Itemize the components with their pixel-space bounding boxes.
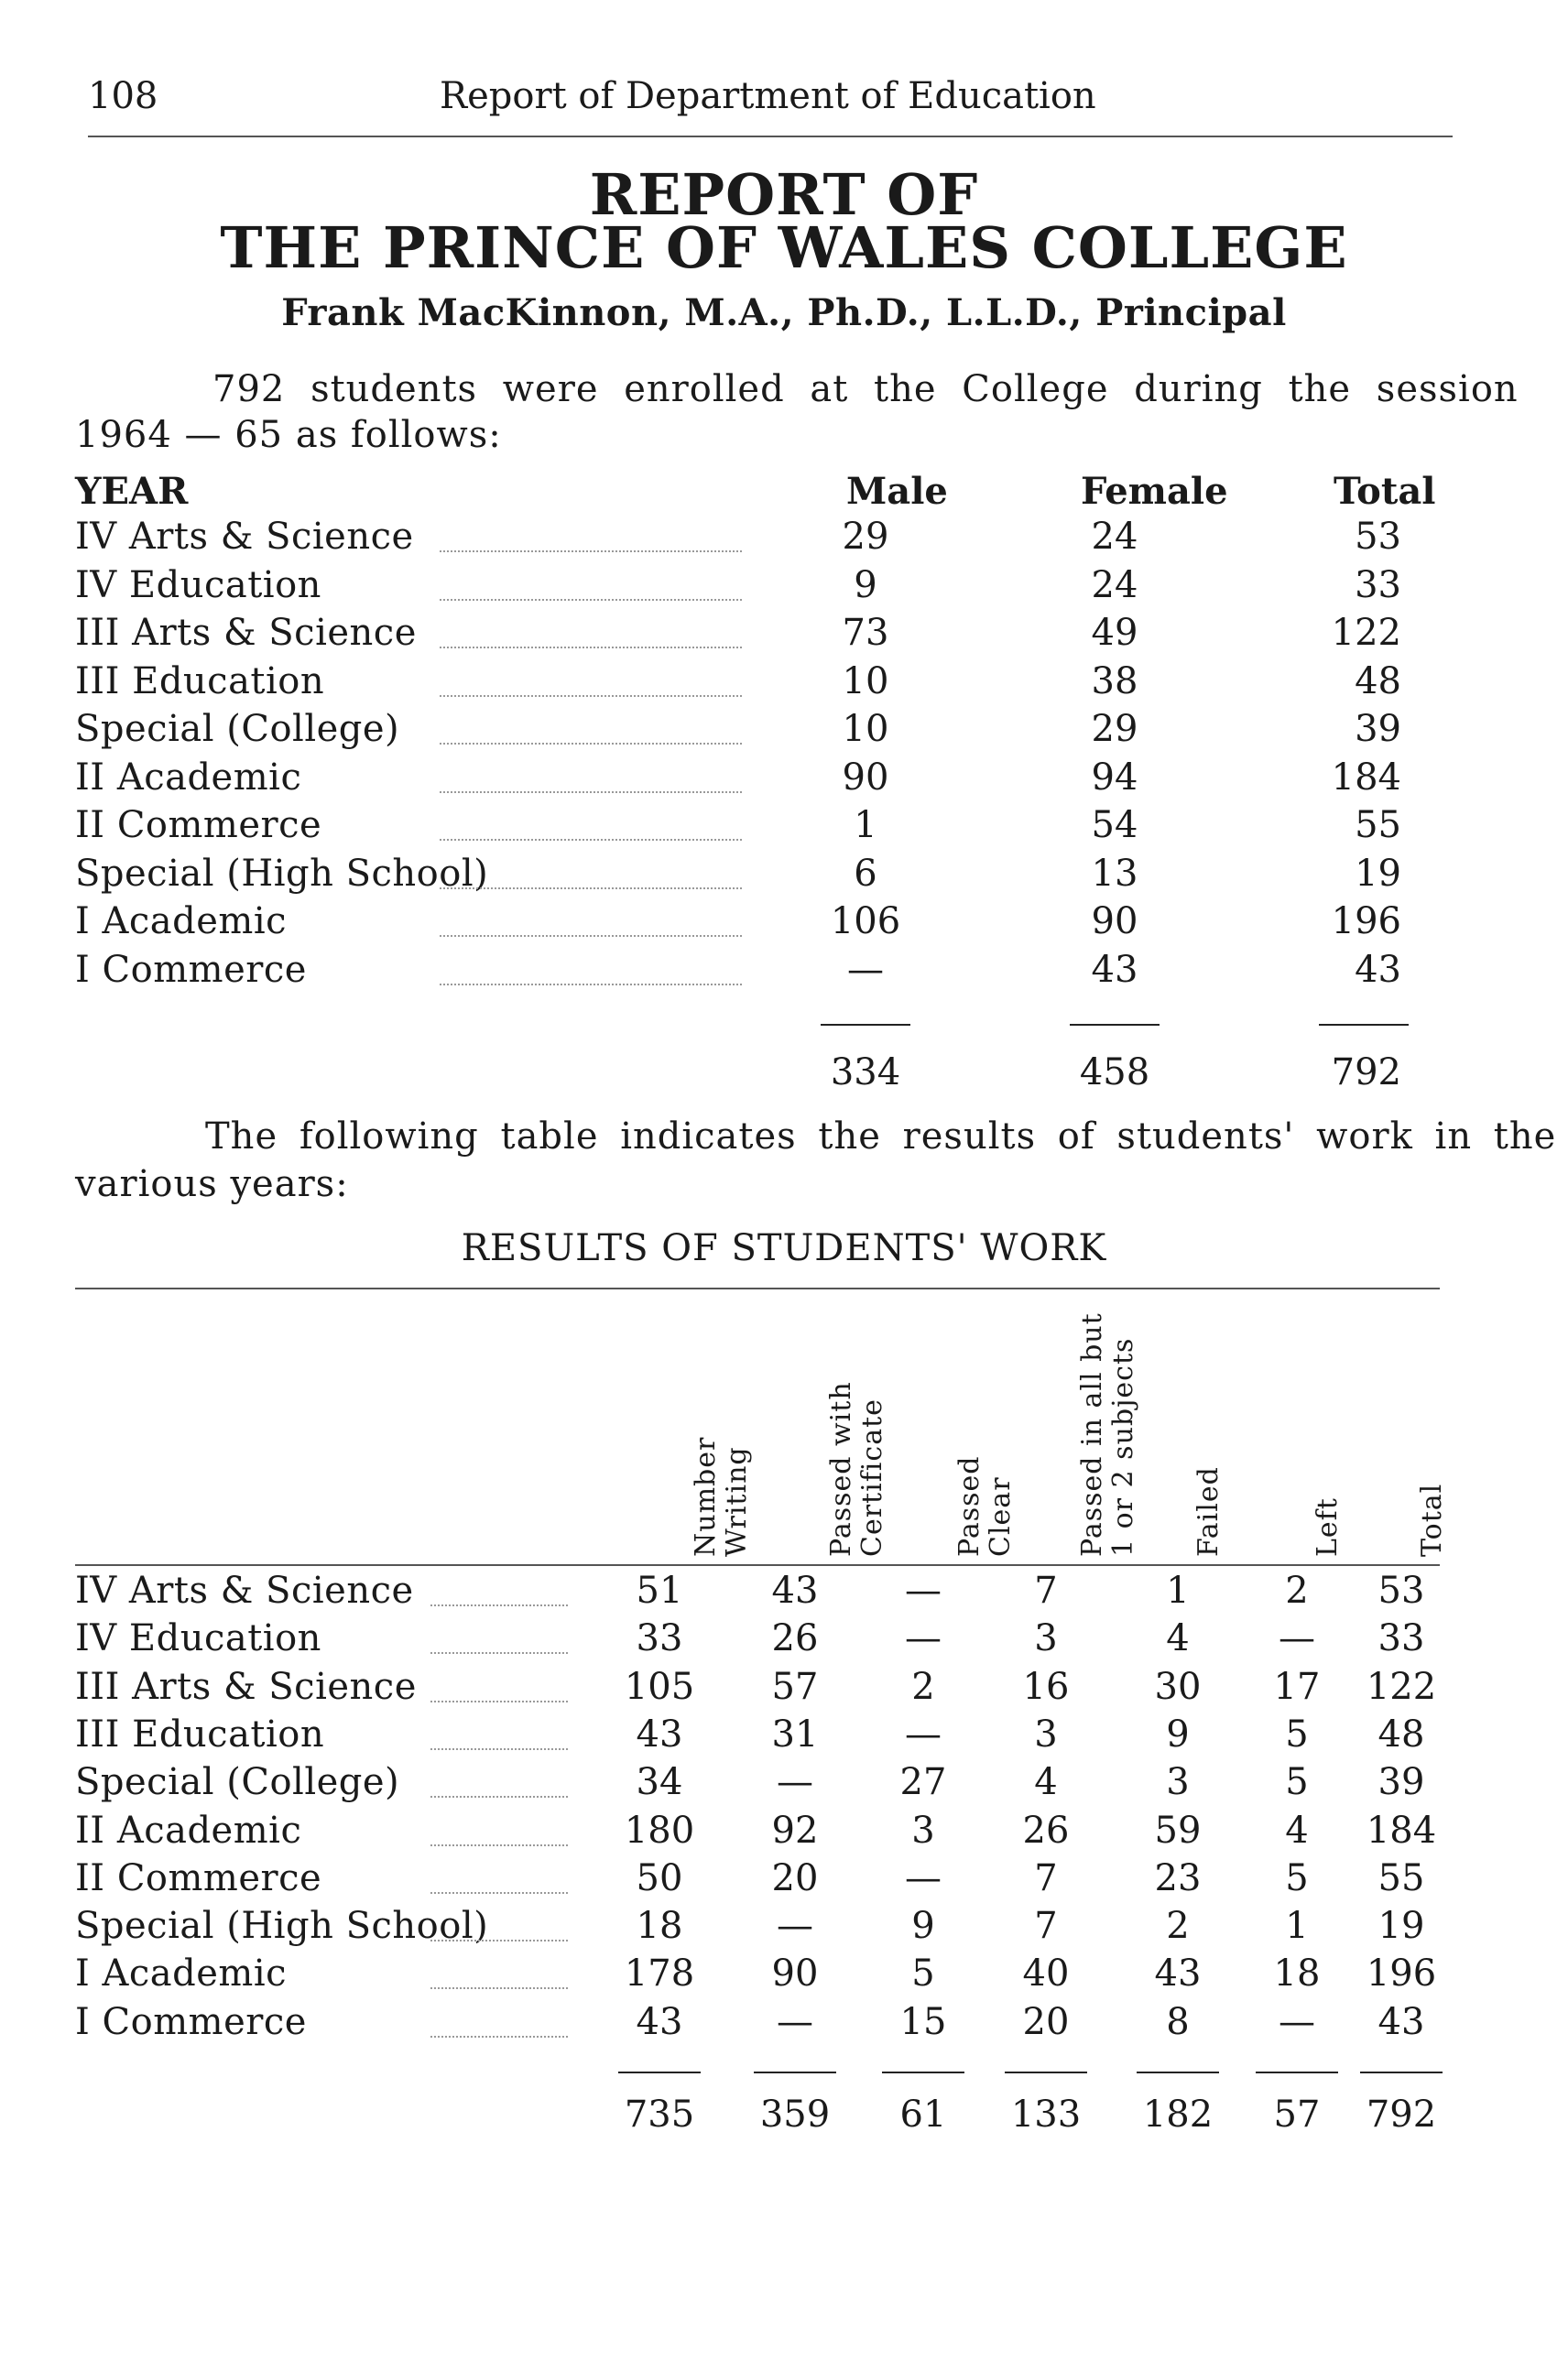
results-cell: 33	[1377, 1617, 1425, 1660]
results-cell: 4	[1285, 1809, 1309, 1852]
dot-leader	[440, 984, 742, 985]
results-year-label: Special (High School)	[75, 1905, 489, 1948]
report-title-line1: REPORT OF	[589, 161, 979, 228]
results-year-label: III Education	[75, 1713, 325, 1756]
results-cell: 43	[1154, 1952, 1202, 1996]
results-cell: 1	[1285, 1905, 1309, 1948]
results-cell: 40	[1022, 1952, 1070, 1996]
left-header-line1: Left	[1312, 1497, 1344, 1557]
results-cell: 50	[636, 1856, 683, 1899]
results-cell: 30	[1154, 1665, 1202, 1708]
results-cell: 59	[1154, 1809, 1202, 1852]
enrollment-year-label: II Academic	[75, 756, 302, 799]
enrollment-female-cell: 13	[1091, 852, 1138, 895]
female-sum-rule	[1070, 1024, 1160, 1026]
enrollment-total-cell: 39	[1355, 708, 1401, 750]
enrollment-male-cell: 29	[842, 516, 889, 558]
year-header: YEAR	[75, 470, 189, 513]
results-cell: 43	[636, 2000, 683, 2043]
results-cell: 9	[1166, 1713, 1190, 1756]
dot-leader	[430, 1652, 568, 1654]
total-header-results-line1: Total	[1416, 1483, 1448, 1557]
results-cell: 5	[911, 1952, 935, 1996]
results-cell: 16	[1022, 1665, 1070, 1708]
dot-leader	[440, 695, 742, 697]
results-cell: 2	[1166, 1905, 1190, 1948]
enrollment-male-cell: 90	[842, 756, 889, 799]
number-writing-header-line2: Writing	[721, 1446, 753, 1557]
results-cell: 43	[771, 1570, 819, 1612]
failed-header	[1193, 1466, 1225, 1557]
female-header: Female	[1081, 470, 1228, 513]
total-header: Total	[1334, 470, 1436, 513]
results-cell: —	[905, 1570, 942, 1612]
enrollment-total-cell: 48	[1355, 659, 1401, 702]
results-sum-rule	[754, 2072, 836, 2073]
passed-all-but-header-line2: 1 or 2 subjects	[1107, 1337, 1139, 1557]
passed-clear-header	[954, 1456, 1017, 1557]
results-year-label: II Academic	[75, 1809, 302, 1852]
results-cell: 31	[771, 1713, 819, 1756]
results-sum-rule	[618, 2072, 701, 2073]
dot-leader	[430, 2036, 568, 2038]
results-year-label: I Academic	[75, 1952, 288, 1996]
results-cell: 57	[771, 1665, 819, 1708]
results-total-cell: 359	[759, 2094, 831, 2136]
results-header-rule	[75, 1564, 1440, 1566]
results-cell: 5	[1285, 1713, 1309, 1756]
male-total: 334	[830, 1051, 901, 1093]
intro-line2: 1964 — 65 as follows:	[75, 414, 502, 456]
results-top-rule	[75, 1288, 1440, 1289]
dot-leader	[440, 647, 742, 648]
results-cell: 7	[1034, 1856, 1058, 1899]
enrollment-total-cell: 19	[1355, 852, 1401, 895]
dot-leader	[430, 1844, 568, 1846]
dot-leader	[430, 1796, 568, 1798]
results-cell: 7	[1034, 1905, 1058, 1948]
results-sum-rule	[1005, 2072, 1087, 2073]
results-cell: —	[905, 1617, 942, 1660]
results-cell: 2	[911, 1665, 935, 1708]
enrollment-male-cell: 1	[854, 804, 877, 846]
results-total-cell: 792	[1366, 2094, 1437, 2136]
results-title: RESULTS OF STUDENTS' WORK	[461, 1227, 1107, 1269]
enrollment-male-cell: 6	[854, 852, 877, 895]
report-title-line2: THE PRINCE OF WALES COLLEGE	[220, 214, 1348, 281]
results-total-cell: 735	[624, 2094, 695, 2136]
page-number: 108	[88, 75, 158, 117]
results-cell: 20	[1022, 2000, 1070, 2043]
results-cell: 15	[899, 2000, 947, 2043]
enrollment-male-cell: 73	[842, 612, 889, 654]
passed-with-certificate-header-line2: Certificate	[856, 1398, 888, 1557]
enrollment-year-label: I Academic	[75, 900, 288, 942]
passed-clear-header-line2: Clear	[985, 1476, 1017, 1557]
results-cell: 5	[1285, 1856, 1309, 1899]
results-cell: —	[777, 1761, 813, 1804]
running-title: Report of Department of Education	[440, 75, 1096, 117]
dot-leader	[430, 1940, 568, 1941]
enrollment-total-cell: 122	[1331, 612, 1401, 654]
results-cell: 90	[771, 1952, 819, 1996]
results-cell: 17	[1273, 1665, 1321, 1708]
results-year-label: II Commerce	[75, 1856, 322, 1899]
passed-clear-header-line1: Passed	[953, 1455, 985, 1557]
dot-leader	[440, 791, 742, 793]
dot-leader	[440, 839, 742, 841]
results-cell: 180	[624, 1809, 695, 1852]
failed-header-line1: Failed	[1192, 1466, 1225, 1557]
results-cell: —	[777, 2000, 813, 2043]
dot-leader	[430, 1604, 568, 1606]
results-total-cell: 182	[1142, 2094, 1214, 2136]
number-writing-header	[691, 1437, 753, 1557]
passed-all-but-header-line1: Passed in all but	[1076, 1312, 1108, 1557]
results-cell: 196	[1366, 1952, 1437, 1996]
intro-line1: 792 students were enrolled at the College during the session	[212, 368, 1519, 410]
enrollment-year-label: IV Arts & Science	[75, 516, 414, 558]
results-cell: 26	[771, 1617, 819, 1660]
dot-leader	[440, 550, 742, 552]
results-cell: 23	[1154, 1856, 1202, 1899]
results-year-label: III Arts & Science	[75, 1665, 417, 1708]
enrollment-female-cell: 49	[1091, 612, 1138, 654]
enrollment-female-cell: 90	[1091, 900, 1138, 942]
enrollment-year-label: II Commerce	[75, 804, 322, 846]
results-cell: —	[905, 1713, 942, 1756]
results-cell: —	[1279, 2000, 1315, 2043]
results-cell: 33	[636, 1617, 683, 1660]
enrollment-female-cell: 54	[1091, 804, 1138, 846]
results-cell: —	[777, 1905, 813, 1948]
results-cell: 178	[624, 1952, 695, 1996]
dot-leader	[430, 1892, 568, 1894]
results-cell: 53	[1377, 1570, 1425, 1612]
enrollment-male-cell: 10	[842, 708, 889, 750]
enrollment-year-label: I Commerce	[75, 948, 307, 991]
results-cell: 3	[1166, 1761, 1190, 1804]
results-cell: 18	[1273, 1952, 1321, 1996]
results-cell: 39	[1377, 1761, 1425, 1804]
following-line1: The following table indicates the results of students' work in the	[205, 1115, 1557, 1158]
results-cell: 3	[1034, 1713, 1058, 1756]
results-cell: 8	[1166, 2000, 1190, 2043]
left-header	[1312, 1497, 1344, 1557]
enrollment-male-cell: —	[847, 948, 884, 991]
results-sum-rule	[882, 2072, 964, 2073]
results-cell: 7	[1034, 1570, 1058, 1612]
results-cell: 19	[1377, 1905, 1425, 1948]
results-cell: 55	[1377, 1856, 1425, 1899]
enrollment-year-label: Special (College)	[75, 708, 400, 750]
dot-leader	[440, 887, 742, 889]
results-cell: 51	[636, 1570, 683, 1612]
results-year-label: IV Education	[75, 1617, 321, 1660]
results-cell: 26	[1022, 1809, 1070, 1852]
enrollment-male-cell: 106	[830, 900, 901, 942]
total-sum-rule	[1319, 1024, 1409, 1026]
results-sum-rule	[1256, 2072, 1338, 2073]
grand-total: 792	[1331, 1051, 1401, 1093]
results-cell: 20	[771, 1856, 819, 1899]
results-cell: 3	[911, 1809, 935, 1852]
enrollment-male-cell: 10	[842, 659, 889, 702]
enrollment-year-label: Special (High School)	[75, 852, 489, 895]
dot-leader	[440, 743, 742, 745]
results-cell: 105	[624, 1665, 695, 1708]
results-cell: 184	[1366, 1809, 1437, 1852]
results-total-cell: 57	[1273, 2094, 1321, 2136]
results-cell: 2	[1285, 1570, 1309, 1612]
total-header-results	[1417, 1484, 1448, 1557]
enrollment-female-cell: 94	[1091, 756, 1138, 799]
results-sum-rule	[1360, 2072, 1443, 2073]
header-rule	[88, 136, 1453, 137]
enrollment-male-cell: 9	[854, 563, 877, 606]
passed-with-certificate-header-line1: Passed with	[825, 1381, 857, 1557]
results-total-cell: 133	[1010, 2094, 1082, 2136]
results-sum-rule	[1137, 2072, 1219, 2073]
results-cell: 4	[1166, 1617, 1190, 1660]
enrollment-female-cell: 43	[1091, 948, 1138, 991]
results-cell: 18	[636, 1905, 683, 1948]
dot-leader	[440, 935, 742, 937]
results-cell: 1	[1166, 1570, 1190, 1612]
results-cell: 4	[1034, 1761, 1058, 1804]
male-header: Male	[846, 470, 948, 513]
enrollment-female-cell: 24	[1091, 516, 1138, 558]
results-total-cell: 61	[899, 2094, 947, 2136]
dot-leader	[440, 599, 742, 601]
results-cell: 27	[899, 1761, 947, 1804]
dot-leader	[430, 1701, 568, 1702]
results-cell: 92	[771, 1809, 819, 1852]
passed-all-but-header	[1077, 1312, 1139, 1557]
passed-with-certificate-header	[826, 1381, 888, 1557]
results-cell: 3	[1034, 1617, 1058, 1660]
results-cell: 43	[1377, 2000, 1425, 2043]
enrollment-total-cell: 55	[1355, 804, 1401, 846]
enrollment-female-cell: 38	[1091, 659, 1138, 702]
enrollment-total-cell: 184	[1331, 756, 1401, 799]
results-cell: 122	[1366, 1665, 1437, 1708]
following-line2: various years:	[75, 1163, 349, 1205]
results-cell: 34	[636, 1761, 683, 1804]
number-writing-header-line1: Number	[690, 1436, 722, 1557]
male-sum-rule	[821, 1024, 910, 1026]
results-year-label: Special (College)	[75, 1761, 400, 1804]
enrollment-year-label: III Education	[75, 659, 325, 702]
dot-leader	[430, 1748, 568, 1750]
results-year-label: I Commerce	[75, 2000, 307, 2043]
dot-leader	[430, 1987, 568, 1989]
results-year-label: IV Arts & Science	[75, 1570, 414, 1612]
enrollment-year-label: III Arts & Science	[75, 612, 417, 654]
enrollment-total-cell: 33	[1355, 563, 1401, 606]
enrollment-female-cell: 29	[1091, 708, 1138, 750]
enrollment-female-cell: 24	[1091, 563, 1138, 606]
enrollment-total-cell: 43	[1355, 948, 1401, 991]
enrollment-total-cell: 196	[1331, 900, 1401, 942]
results-cell: 48	[1377, 1713, 1425, 1756]
results-cell: 5	[1285, 1761, 1309, 1804]
results-cell: 43	[636, 1713, 683, 1756]
enrollment-total-cell: 53	[1355, 516, 1401, 558]
enrollment-year-label: IV Education	[75, 563, 321, 606]
results-cell: —	[905, 1856, 942, 1899]
results-cell: 9	[911, 1905, 935, 1948]
principal-name: Frank MacKinnon, M.A., Ph.D., L.L.D., Principal	[281, 291, 1287, 334]
female-total: 458	[1079, 1051, 1150, 1093]
results-cell: —	[1279, 1617, 1315, 1660]
